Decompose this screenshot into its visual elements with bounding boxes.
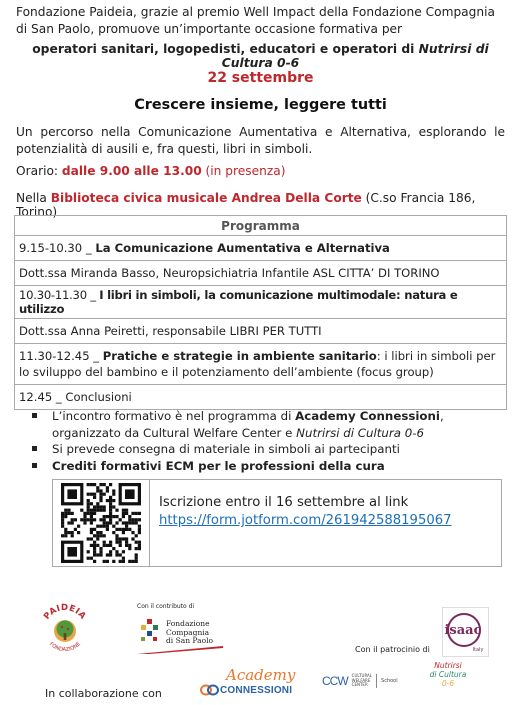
audience-italic: Nutrirsi di Cultura 0-6 [221,42,489,70]
academy-bottom-text: CONNESSIONI [220,684,293,696]
program-row [15,344,507,385]
program-row [15,236,507,261]
bullet-text: , organizzato da Cultural Welfare Center e [52,409,444,440]
academy-logo [200,668,300,696]
nutrirsi-line: Nutrirsi [434,661,462,670]
fcsp-line: Compagnia [166,627,210,637]
svg-text:PAIDEIA [42,603,88,622]
ccw-logo [322,674,398,688]
schedule-note: (in presenza) [201,164,286,178]
paideia-top-text: PAIDEIA [42,602,88,622]
nutrirsi-logo [418,661,478,688]
event-headline: Crescere insieme, leggere tutti [134,97,387,113]
paideia-logo [36,600,94,658]
registration-text: Iscrizione entro il 16 settembre al link [159,495,409,510]
program-detail: : i libri in simboli per lo sviluppo del bambino e il potenziamento dell’ambiente (focus group) [19,349,496,379]
audience-line [16,42,505,70]
program-title: La Comunicazione Aumentativa e Alternativa [95,241,390,255]
bullet-academy [32,408,502,441]
schedule-line [16,164,505,178]
nutrirsi-age: 0-6 [441,679,455,688]
academy-bottom-row [200,684,300,696]
isaac-symbol-icon [443,608,488,656]
fcsp-line: Fondazione [166,619,210,628]
event-description: Un percorso nella Comunicazione Aumentativa e Alternativa, esplorando le potenzialità di ausili e, fra questi, libri in simboli. [16,125,505,156]
isaac-text: isaac [444,623,482,638]
bullet-italic: Nutrirsi di Cultura 0-6 [296,425,424,440]
program-table [14,215,507,410]
registration-text-cell [150,480,452,566]
schedule-time: dalle 9.00 alle 13.00 [61,164,202,178]
bullet-materials: Si prevede consegna di materiale in simboli ai partecipanti [32,441,502,458]
venue-prefix: Nella [16,191,51,205]
academy-top-text: Academy [226,666,296,684]
patrocinio-label: Con il patrocinio di [355,645,430,654]
program-time: 10.30-11.30 _ [19,288,100,302]
info-bullets [32,408,502,474]
qr-cell [53,480,150,566]
program-closing: 12.45 _ Conclusioni [15,385,507,410]
program-row [15,286,507,319]
logos-footer [0,590,521,705]
program-title: I libri in simboli, la comunicazione multimodale: natura e utilizzo [19,288,458,316]
ccw-line: CENTER [351,682,368,688]
fcsp-logo-icon [138,618,162,642]
svg-text:FONDAZIONE [48,641,82,653]
venue-name: Biblioteca civica musicale Andrea Della Corte [50,191,362,205]
ccw-line: CULTURAL [351,673,373,679]
paideia-bottom-text: FONDAZIONE [48,641,82,654]
schedule-label: Orario: [16,164,62,178]
program-title: Pratiche e strategie in ambiente sanitario [102,349,377,363]
fcsp-red-band [137,646,223,654]
isaac-sub-text: Italy [472,647,484,653]
program-heading: Programma [15,216,507,236]
program-time: 9.15-10.30 _ [19,241,96,255]
academy-link-icon [200,684,220,696]
nutrirsi-line: di Cultura [429,670,467,679]
bullet-bold: Academy Connessioni [295,409,440,423]
ccw-mark: CCW [322,674,348,688]
qr-code-icon[interactable] [61,483,141,563]
registration-box [52,479,502,567]
fcsp-name [166,620,213,646]
ccw-school: School [381,678,398,684]
bullet-bold: Crediti formativi ECM per le professioni della cura [52,458,385,473]
contributo-label: Con il contributo di [137,603,195,610]
event-date: 22 settembre [207,70,314,86]
bullet-text: L’incontro formativo è nel programma di [52,409,296,423]
collab-label: In collaborazione con [45,687,162,700]
audience-prefix: operatori sanitari, logopedisti, educatori e operatori di [32,42,419,56]
bullet-ecm [32,458,502,475]
ccw-text [352,674,377,688]
ccw-line: WELFARE [351,677,371,683]
venue-address: (C.so Francia 186, Torino) [16,191,476,219]
program-speaker: Dott.ssa Miranda Basso, Neuropsichiatria Infantile ASL CITTA’ DI TORINO [15,261,507,286]
isaac-logo [442,607,489,657]
fcsp-line: di San Paolo [166,636,214,645]
intro-text: Fondazione Paideia, grazie al premio Well Impact della Fondazione Compagnia di San Paolo, promuove un’importante occasione formativa per [16,5,495,36]
program-time: 11.30-12.45 _ [19,349,103,363]
registration-link[interactable]: https://form.jotform.com/261942588195067 [159,513,452,528]
program-speaker: Dott.ssa Anna Peiretti, responsabile LIBRI PER TUTTI [15,319,507,344]
